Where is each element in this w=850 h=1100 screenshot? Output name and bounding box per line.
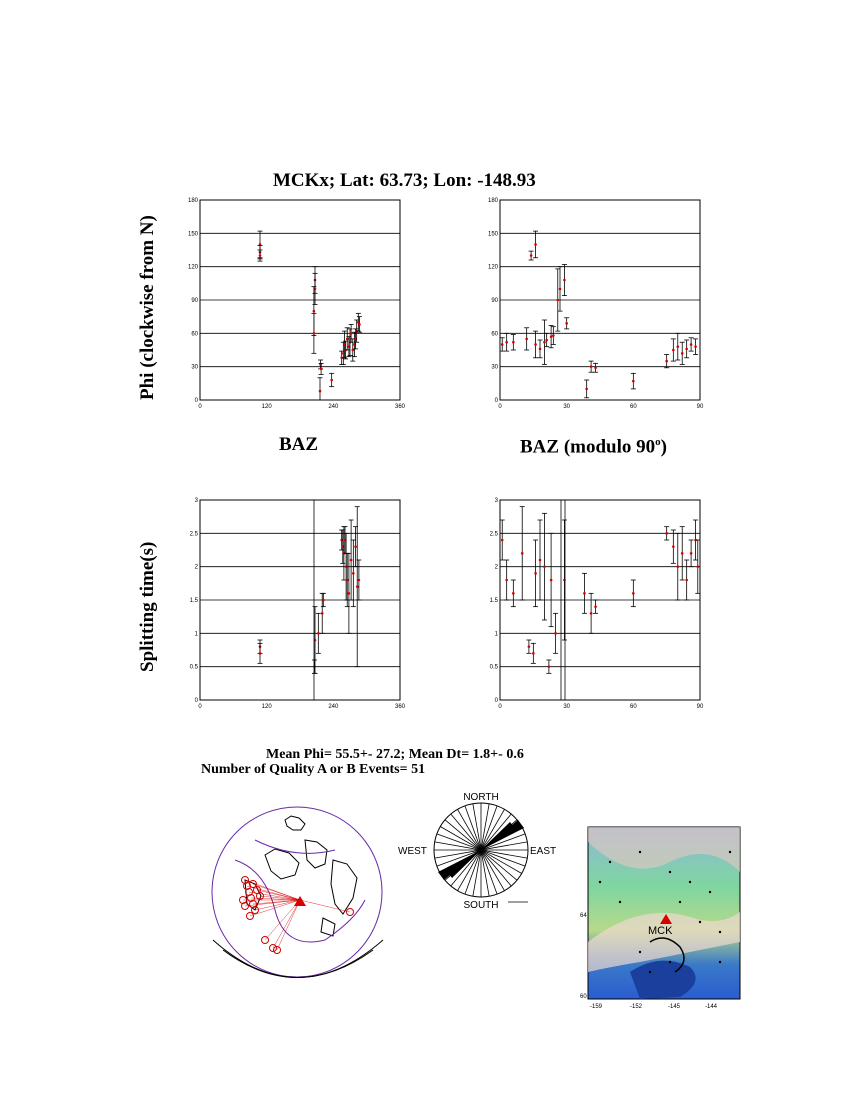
y-tick-label: 120 bbox=[487, 264, 498, 271]
event-count: Number of Quality A or B Events= 51 bbox=[201, 762, 426, 777]
data-marker bbox=[319, 390, 322, 393]
station-relief-map bbox=[580, 822, 750, 1017]
data-marker bbox=[354, 545, 357, 548]
rose-north-label: NORTH bbox=[463, 792, 499, 803]
seismicity-dot bbox=[679, 901, 681, 903]
data-marker bbox=[532, 652, 535, 655]
data-marker bbox=[676, 565, 679, 568]
mck-station-label: MCK bbox=[648, 925, 673, 937]
page-title: MCKx; Lat: 63.73; Lon: -148.93 bbox=[273, 170, 536, 191]
y-tick-label: 60 bbox=[491, 331, 498, 338]
rose-west-label: WEST bbox=[398, 846, 427, 857]
data-marker bbox=[696, 565, 699, 568]
y-tick-label: 2 bbox=[494, 564, 498, 571]
data-marker bbox=[685, 348, 688, 351]
y-tick-label: 150 bbox=[487, 231, 498, 238]
data-marker bbox=[356, 585, 359, 588]
event-ray bbox=[255, 900, 300, 910]
event-globe-map bbox=[205, 800, 390, 1000]
data-marker bbox=[330, 379, 333, 382]
data-marker bbox=[501, 539, 504, 542]
x-tick-label: 90 bbox=[696, 404, 704, 410]
data-marker bbox=[681, 552, 684, 555]
data-marker bbox=[694, 345, 697, 348]
data-marker bbox=[317, 632, 320, 635]
fast-axis-rose-diagram bbox=[398, 790, 563, 915]
data-marker bbox=[534, 243, 537, 246]
data-marker bbox=[501, 343, 504, 346]
seismicity-dot bbox=[669, 961, 671, 963]
x-tick-label: 360 bbox=[394, 404, 406, 410]
data-marker bbox=[672, 349, 675, 352]
data-marker bbox=[565, 322, 568, 325]
data-marker bbox=[352, 572, 355, 575]
relief-x-tick-0: -159 bbox=[590, 1004, 603, 1010]
plate-boundaries bbox=[235, 840, 365, 942]
data-marker bbox=[320, 368, 323, 371]
x-tick-label: 120 bbox=[261, 704, 272, 710]
data-marker bbox=[594, 366, 597, 369]
relief-y-tick-low: 60 bbox=[580, 994, 587, 1000]
data-marker bbox=[512, 341, 515, 344]
globe-outline bbox=[212, 807, 382, 977]
data-marker bbox=[550, 335, 553, 338]
relief-y-tick: 64 bbox=[580, 913, 587, 919]
phi-vs-baz-mod90-chart bbox=[480, 190, 710, 410]
data-marker bbox=[550, 579, 553, 582]
seismicity-dot bbox=[639, 851, 641, 853]
baz-label: BAZ bbox=[279, 434, 319, 455]
x-tick-label: 0 bbox=[198, 404, 202, 410]
globe-outer-arc bbox=[213, 940, 383, 978]
coastlines bbox=[245, 816, 357, 936]
data-marker bbox=[563, 279, 566, 282]
mean-stats: Mean Phi= 55.5+- 27.2; Mean Dt= 1.8+- 0.6 bbox=[266, 747, 524, 762]
data-marker bbox=[632, 380, 635, 383]
seismicity-dot bbox=[639, 951, 641, 953]
rose-east-label: EAST bbox=[530, 846, 557, 857]
data-marker bbox=[259, 254, 262, 257]
seismicity-dot bbox=[669, 871, 671, 873]
data-marker bbox=[665, 360, 668, 363]
phi-vs-baz-chart bbox=[180, 190, 410, 410]
data-marker bbox=[346, 579, 349, 582]
data-marker bbox=[690, 552, 693, 555]
y-tick-label: 30 bbox=[491, 364, 498, 371]
y-tick-label: 3 bbox=[494, 498, 498, 504]
y-tick-label: 0 bbox=[194, 698, 198, 704]
y-tick-label: 60 bbox=[191, 331, 198, 338]
x-tick-label: 90 bbox=[696, 704, 704, 710]
data-marker bbox=[556, 299, 559, 302]
x-tick-label: 30 bbox=[563, 404, 571, 410]
data-marker bbox=[512, 592, 515, 595]
x-tick-label: 240 bbox=[328, 704, 339, 710]
data-marker bbox=[543, 565, 546, 568]
data-marker bbox=[358, 323, 361, 326]
baz-mod90-label bbox=[520, 436, 667, 458]
baz-mod90-text: BAZ (modulo 90 bbox=[520, 436, 656, 458]
data-marker bbox=[259, 652, 262, 655]
y-tick-label: 0.5 bbox=[489, 664, 498, 671]
data-marker bbox=[552, 334, 555, 337]
data-marker bbox=[543, 341, 546, 344]
y-tick-label: 90 bbox=[191, 298, 198, 304]
y-tick-label: 90 bbox=[491, 298, 498, 304]
y-tick-label: 150 bbox=[187, 231, 198, 238]
data-marker bbox=[585, 388, 588, 391]
data-marker bbox=[583, 592, 586, 595]
y-tick-label: 1.5 bbox=[489, 598, 498, 604]
data-marker bbox=[554, 632, 557, 635]
data-marker bbox=[672, 545, 675, 548]
data-marker bbox=[590, 365, 593, 368]
y-tick-label: 2.5 bbox=[489, 531, 498, 538]
data-marker bbox=[321, 612, 324, 615]
relief-x-tick-3: -144 bbox=[705, 1004, 718, 1010]
data-marker bbox=[548, 665, 551, 668]
y-tick-label: 0 bbox=[494, 698, 498, 704]
data-marker bbox=[632, 592, 635, 595]
data-marker bbox=[348, 592, 351, 595]
x-tick-label: 360 bbox=[394, 704, 406, 710]
relief-x-tick-2: -145 bbox=[668, 1004, 681, 1010]
data-marker bbox=[505, 341, 508, 344]
seismicity-dot bbox=[729, 851, 731, 853]
seismicity-dot bbox=[719, 931, 721, 933]
rose-south-label: SOUTH bbox=[463, 900, 499, 911]
x-tick-label: 120 bbox=[261, 404, 272, 410]
data-marker bbox=[313, 332, 316, 335]
x-tick-label: 60 bbox=[629, 404, 637, 410]
data-marker bbox=[665, 532, 668, 535]
seismicity-dot bbox=[599, 881, 601, 883]
y-tick-label: 1 bbox=[494, 631, 498, 638]
relief-x-tick-1: -152 bbox=[630, 1004, 643, 1010]
x-tick-label: 60 bbox=[629, 704, 637, 710]
dt-axis-label: Splitting time(s) bbox=[137, 541, 158, 672]
data-marker bbox=[346, 338, 349, 341]
seismicity-dot bbox=[689, 881, 691, 883]
data-marker bbox=[685, 579, 688, 582]
y-tick-label: 0 bbox=[494, 398, 498, 404]
seismicity-dot bbox=[609, 861, 611, 863]
x-tick-label: 30 bbox=[563, 704, 571, 710]
y-tick-label: 180 bbox=[187, 198, 198, 204]
data-marker bbox=[590, 612, 593, 615]
data-marker bbox=[559, 288, 562, 291]
x-tick-label: 0 bbox=[198, 704, 202, 710]
globe-inner-arc bbox=[223, 950, 373, 978]
y-tick-label: 2.5 bbox=[189, 531, 198, 538]
y-tick-label: 120 bbox=[187, 264, 198, 271]
data-marker bbox=[594, 605, 597, 608]
dt-vs-baz-chart bbox=[180, 490, 410, 710]
seismicity-dot bbox=[619, 901, 621, 903]
x-tick-label: 240 bbox=[328, 404, 339, 410]
data-marker bbox=[530, 254, 533, 257]
y-tick-label: 1.5 bbox=[189, 598, 198, 604]
degree-mark: o bbox=[655, 436, 661, 448]
y-tick-label: 3 bbox=[194, 498, 198, 504]
data-marker bbox=[539, 559, 542, 562]
event-ray bbox=[300, 900, 350, 912]
data-marker bbox=[690, 343, 693, 346]
y-tick-label: 0 bbox=[194, 398, 198, 404]
seismicity-dot bbox=[719, 961, 721, 963]
y-tick-label: 180 bbox=[487, 198, 498, 204]
seismicity-dot bbox=[709, 891, 711, 893]
data-marker bbox=[322, 599, 325, 602]
data-marker bbox=[313, 310, 316, 313]
y-tick-label: 0.5 bbox=[189, 664, 198, 671]
y-tick-label: 1 bbox=[194, 631, 198, 638]
seismicity-dot bbox=[649, 971, 651, 973]
y-tick-label: 30 bbox=[191, 364, 198, 371]
data-marker bbox=[545, 339, 548, 342]
baz-mod90-close: ) bbox=[660, 436, 667, 458]
y-tick-label: 2 bbox=[194, 564, 198, 571]
data-marker bbox=[528, 645, 531, 648]
phi-axis-label: Phi (clockwise from N) bbox=[137, 215, 158, 400]
x-tick-label: 0 bbox=[498, 704, 502, 710]
x-tick-label: 0 bbox=[498, 404, 502, 410]
data-marker bbox=[534, 572, 537, 575]
data-marker bbox=[681, 352, 684, 355]
dt-vs-baz-mod90-chart bbox=[480, 490, 710, 710]
data-marker bbox=[358, 579, 361, 582]
data-marker bbox=[521, 552, 524, 555]
data-marker bbox=[534, 343, 537, 346]
data-marker bbox=[525, 338, 528, 341]
data-marker bbox=[676, 345, 679, 348]
data-marker bbox=[539, 348, 542, 351]
data-marker bbox=[505, 579, 508, 582]
data-marker bbox=[350, 559, 353, 562]
seismicity-dot bbox=[699, 921, 701, 923]
